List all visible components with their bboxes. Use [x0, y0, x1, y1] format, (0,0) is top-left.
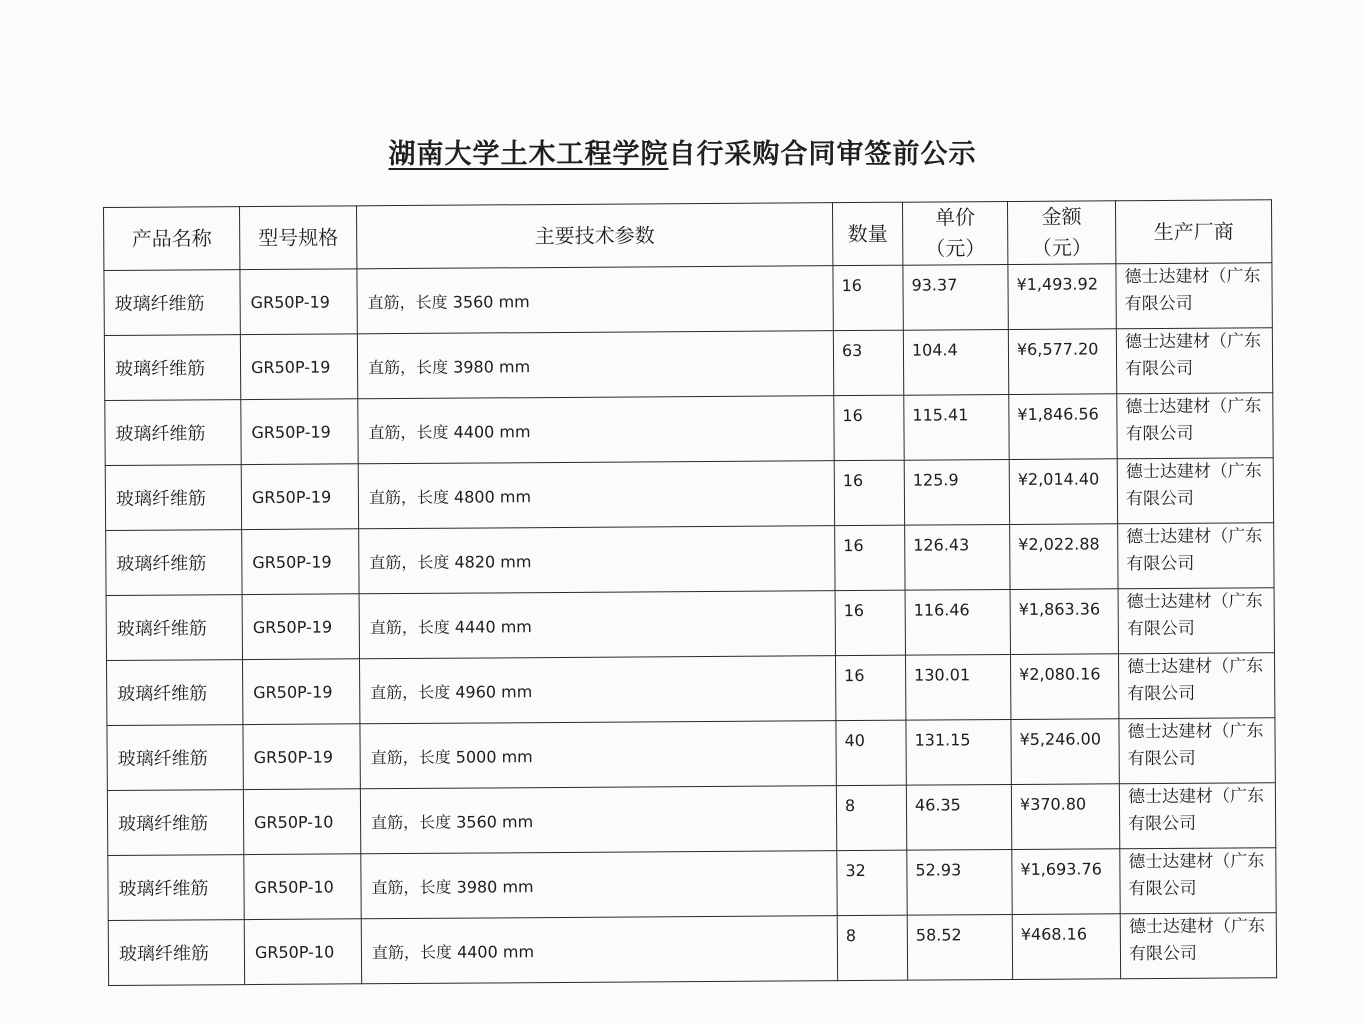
cell-manufacturer: [1119, 718, 1275, 784]
cell-params: 直筋，长度 4400 mm: [361, 916, 837, 984]
table-header-row: [104, 200, 1272, 271]
header-unit-price-unit: （元）: [925, 236, 986, 261]
cell-params: 直筋，长度 3980 mm: [361, 851, 837, 919]
cell-quantity: 16: [834, 460, 904, 525]
cell-product-name: 玻璃纤维筋: [105, 400, 241, 466]
manufacturer-line-1: 德士达建材（广东: [1124, 331, 1261, 353]
manufacturer-line-2: 有限公司: [1125, 488, 1195, 510]
manufacturer-line-1: 德士达建材（广东: [1127, 721, 1264, 743]
cell-model: GR50P-10: [243, 789, 360, 855]
cell-unit-price: 115.41: [904, 394, 1009, 460]
table-row: [104, 263, 1272, 336]
cell-amount: ¥468.16: [1012, 914, 1120, 980]
cell-amount: ¥1,493.92: [1008, 264, 1116, 330]
cell-unit-price: 52.93: [907, 849, 1012, 915]
manufacturer-line-1: 德士达建材（广东: [1125, 396, 1262, 418]
manufacturer-line-2: 有限公司: [1128, 943, 1198, 965]
procurement-table: [103, 199, 1277, 986]
cell-params: 直筋，长度 4820 mm: [359, 526, 835, 594]
cell-params: 直筋，长度 4400 mm: [358, 396, 834, 464]
table-row: [108, 848, 1276, 921]
cell-amount: ¥1,863.36: [1010, 589, 1118, 655]
cell-amount: ¥370.80: [1011, 784, 1119, 850]
cell-product-name: 玻璃纤维筋: [107, 725, 243, 791]
cell-model: GR50P-19: [240, 334, 357, 400]
header-manufacturer: 生产厂商: [1115, 200, 1271, 264]
cell-unit-price: 58.52: [907, 914, 1012, 980]
header-amount-unit: （元）: [1031, 235, 1092, 260]
cell-quantity: 8: [836, 785, 906, 850]
cell-params: 直筋，长度 5000 mm: [360, 721, 836, 789]
cell-model: GR50P-10: [244, 854, 361, 920]
cell-params: 直筋，长度 3560 mm: [357, 266, 833, 334]
cell-model: GR50P-19: [243, 659, 360, 725]
manufacturer-line-2: 有限公司: [1128, 878, 1197, 900]
manufacturer-line-2: 有限公司: [1125, 423, 1194, 445]
cell-product-name: 玻璃纤维筋: [104, 335, 240, 401]
cell-quantity: 63: [833, 330, 903, 395]
cell-unit-price: 130.01: [905, 654, 1010, 720]
table-body: [104, 263, 1277, 986]
header-params: 主要技术参数: [356, 203, 832, 269]
manufacturer-line-2: 有限公司: [1126, 618, 1195, 640]
manufacturer-line-2: 有限公司: [1127, 683, 1196, 705]
cell-unit-price: 46.35: [906, 784, 1011, 850]
cell-manufacturer: [1118, 653, 1274, 719]
manufacturer-line-1: 德士达建材（广东: [1125, 461, 1262, 483]
manufacturer-line-1: 德士达建材（广东: [1128, 851, 1265, 873]
cell-amount: ¥2,014.40: [1009, 459, 1117, 525]
table-row: [107, 653, 1275, 726]
manufacturer-line-1: 德士达建材（广东: [1126, 591, 1263, 613]
table-row: [105, 393, 1273, 466]
cell-quantity: 16: [833, 265, 903, 330]
procurement-table-sheet: [103, 199, 1276, 986]
cell-model: GR50P-19: [243, 724, 360, 790]
table-row: [105, 458, 1273, 531]
cell-amount: ¥2,022.88: [1010, 524, 1118, 590]
cell-model: GR50P-19: [242, 529, 359, 595]
cell-params: 直筋，长度 3980 mm: [357, 331, 833, 399]
cell-manufacturer: [1118, 588, 1274, 654]
cell-unit-price: 116.46: [905, 589, 1010, 655]
cell-amount: ¥1,693.76: [1012, 849, 1120, 915]
header-unit-price-label: 单价: [935, 205, 976, 230]
manufacturer-line-1: 德士达建材（广东: [1124, 266, 1261, 288]
table-row: [104, 328, 1272, 401]
cell-manufacturer: [1120, 848, 1276, 914]
manufacturer-line-1: 德士达建材（广东: [1127, 656, 1264, 678]
cell-product-name: 玻璃纤维筋: [106, 595, 242, 661]
cell-amount: ¥1,846.56: [1009, 394, 1117, 460]
cell-model: GR50P-10: [244, 919, 361, 985]
cell-quantity: 16: [835, 525, 905, 590]
page-title: [0, 132, 1365, 171]
cell-model: GR50P-19: [241, 464, 358, 530]
cell-quantity: 32: [837, 850, 907, 915]
cell-unit-price: 131.15: [906, 719, 1011, 785]
header-unit-price: [902, 202, 1007, 266]
header-quantity: 数量: [832, 202, 902, 265]
cell-manufacturer: [1118, 523, 1274, 589]
cell-model: GR50P-19: [241, 399, 358, 465]
manufacturer-line-2: 有限公司: [1124, 293, 1193, 315]
cell-amount: ¥5,246.00: [1011, 719, 1119, 785]
cell-model: GR50P-19: [240, 269, 357, 335]
table-row: [108, 913, 1276, 986]
header-amount: [1007, 201, 1115, 265]
cell-manufacturer: [1116, 263, 1272, 329]
cell-product-name: 玻璃纤维筋: [108, 855, 244, 921]
cell-product-name: 玻璃纤维筋: [107, 790, 243, 856]
table-row: [106, 588, 1274, 661]
cell-unit-price: 93.37: [903, 264, 1008, 330]
cell-product-name: 玻璃纤维筋: [104, 270, 240, 336]
manufacturer-line-2: 有限公司: [1125, 358, 1194, 380]
cell-manufacturer: [1117, 458, 1273, 524]
manufacturer-line-1: 德士达建材（广东: [1128, 916, 1265, 938]
table-row: [107, 718, 1275, 791]
cell-product-name: 玻璃纤维筋: [107, 660, 243, 726]
cell-manufacturer: [1116, 328, 1272, 394]
cell-amount: ¥6,577.20: [1008, 329, 1116, 395]
manufacturer-line-1: 德士达建材（广东: [1127, 786, 1265, 808]
title-institution: 湖南大学土木工程学院: [388, 139, 669, 170]
cell-model: GR50P-19: [242, 594, 359, 660]
cell-quantity: 16: [834, 395, 904, 460]
manufacturer-line-2: 有限公司: [1128, 813, 1197, 835]
table-row: [107, 783, 1275, 856]
manufacturer-line-2: 有限公司: [1127, 748, 1196, 770]
cell-params: 直筋，长度 4960 mm: [360, 656, 836, 724]
header-product-name: 产品名称: [104, 207, 240, 271]
header-amount-label: 金额: [1041, 204, 1082, 229]
table-row: [106, 523, 1274, 596]
cell-unit-price: 126.43: [905, 524, 1010, 590]
cell-quantity: 16: [835, 655, 905, 720]
cell-amount: ¥2,080.16: [1010, 654, 1118, 720]
cell-product-name: 玻璃纤维筋: [106, 530, 242, 596]
cell-quantity: 16: [835, 590, 905, 655]
manufacturer-line-2: 有限公司: [1126, 553, 1195, 575]
cell-params: 直筋，长度 4800 mm: [358, 461, 834, 529]
cell-product-name: 玻璃纤维筋: [108, 920, 244, 986]
cell-params: 直筋，长度 3560 mm: [360, 786, 836, 854]
title-subject: 自行采购合同审签前公示: [668, 139, 977, 170]
cell-unit-price: 104.4: [903, 329, 1008, 395]
cell-unit-price: 125.9: [904, 459, 1009, 525]
manufacturer-line-1: 德士达建材（广东: [1126, 526, 1263, 548]
cell-manufacturer: [1120, 913, 1276, 979]
header-model: 型号规格: [240, 206, 357, 270]
cell-manufacturer: [1117, 393, 1273, 459]
cell-manufacturer: [1119, 783, 1275, 849]
cell-product-name: 玻璃纤维筋: [105, 465, 241, 531]
cell-quantity: 8: [837, 915, 907, 980]
cell-params: 直筋，长度 4440 mm: [359, 591, 835, 659]
cell-quantity: 40: [836, 720, 906, 785]
